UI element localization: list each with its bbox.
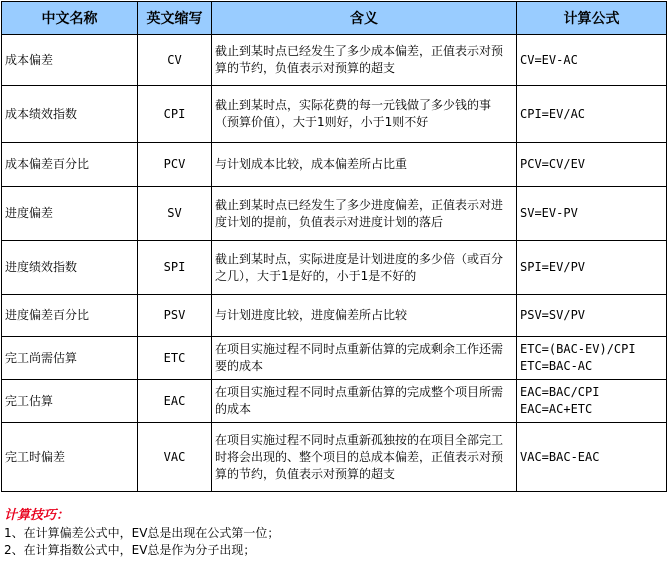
tips-title: 计算技巧：	[4, 508, 70, 523]
cell-meaning: 与计划进度比较，进度偏差所占比较	[212, 295, 517, 337]
cell-meaning: 截止到某时点，实际花费的每一元钱做了多少钱的事（预算价值），大于1则好，小于1则不好	[212, 86, 517, 143]
cell-abbreviation: CPI	[138, 86, 212, 143]
cell-chinese-name: 成本绩效指数	[2, 86, 138, 143]
cell-meaning: 在项目实施过程不同时点重新估算的完成剩余工作还需要的成本	[212, 337, 517, 380]
formula-line: CV=EV-AC	[520, 52, 578, 67]
cell-meaning: 与计划成本比较，成本偏差所占比重	[212, 143, 517, 187]
cell-formula	[517, 187, 667, 241]
cell-abbreviation: SPI	[138, 241, 212, 295]
formula-line: VAC=BAC-EAC	[520, 449, 600, 464]
table-row-pcv	[2, 143, 667, 187]
cell-formula	[517, 86, 667, 143]
cell-chinese-name: 进度偏差百分比	[2, 295, 138, 337]
table-row-spi	[2, 241, 667, 295]
cell-chinese-name: 成本偏差百分比	[2, 143, 138, 187]
table-row-vac	[2, 423, 667, 492]
tip-item: 1、在计算偏差公式中，EV总是出现在公式第一位；	[4, 526, 280, 540]
header-formula: 计算公式	[517, 2, 667, 35]
formula-line: SV=EV-PV	[520, 206, 578, 220]
cell-abbreviation: CV	[138, 35, 212, 86]
cell-abbreviation: SV	[138, 187, 212, 241]
formula-line: PSV=SV/PV	[520, 308, 586, 322]
header-meaning: 含义	[212, 2, 517, 35]
cell-abbreviation: PCV	[138, 143, 212, 187]
formula-line: ETC=BAC-AC	[520, 359, 593, 373]
cell-formula	[517, 143, 667, 187]
cell-meaning: 在项目实施过程不同时点重新孤独按的在项目全部完工时将会出现的、整个项目的总成本偏差，正值表示对预算的节约，负值表示对预算的超支	[212, 423, 517, 492]
cell-abbreviation: PSV	[138, 295, 212, 337]
table-row-psv	[2, 295, 667, 337]
cell-formula	[517, 380, 667, 423]
table-row-cv	[2, 35, 667, 86]
table-row-eac	[2, 380, 667, 423]
cell-abbreviation: ETC	[138, 337, 212, 380]
cell-chinese-name: 完工时偏差	[2, 423, 138, 492]
evm-formula-table	[1, 1, 667, 492]
formula-line: ETC=(BAC-EV)/CPI	[520, 342, 636, 356]
formula-line: CPI=EV/AC	[520, 106, 586, 121]
table-row-sv	[2, 187, 667, 241]
cell-abbreviation: VAC	[138, 423, 212, 492]
cell-meaning: 截止到某时点，实际进度是计划进度的多少倍（或百分之几），大于1是好的，小于1是不好的	[212, 241, 517, 295]
cell-formula	[517, 423, 667, 492]
header-chinese-name: 中文名称	[2, 2, 138, 35]
cell-chinese-name: 成本偏差	[2, 35, 138, 86]
cell-meaning: 截止到某时点已经发生了多少进度偏差，正值表示对进度计划的提前，负值表示对进度计划的落后	[212, 187, 517, 241]
table-header-row	[2, 2, 667, 35]
tip-item: 2、在计算指数公式中，EV总是作为分子出现；	[4, 543, 256, 557]
formula-line: EAC=AC+ETC	[520, 402, 593, 416]
cell-formula	[517, 295, 667, 337]
table-row-cpi	[2, 86, 667, 143]
table-row-etc	[2, 337, 667, 380]
cell-chinese-name: 完工估算	[2, 380, 138, 423]
formula-line: PCV=CV/EV	[520, 157, 586, 171]
cell-abbreviation: EAC	[138, 380, 212, 423]
cell-chinese-name: 进度偏差	[2, 187, 138, 241]
cell-meaning: 在项目实施过程不同时点重新估算的完成整个项目所需的成本	[212, 380, 517, 423]
cell-chinese-name: 进度绩效指数	[2, 241, 138, 295]
formula-line: SPI=EV/PV	[520, 260, 586, 274]
cell-formula	[517, 241, 667, 295]
header-abbreviation: 英文缩写	[138, 2, 212, 35]
cell-meaning: 截止到某时点已经发生了多少成本偏差，正值表示对预算的节约，负值表示对预算的超支	[212, 35, 517, 86]
cell-chinese-name: 完工尚需估算	[2, 337, 138, 380]
calculation-tips	[4, 507, 664, 559]
cell-formula	[517, 337, 667, 380]
cell-formula	[517, 35, 667, 86]
formula-line: EAC=BAC/CPI	[520, 385, 600, 399]
